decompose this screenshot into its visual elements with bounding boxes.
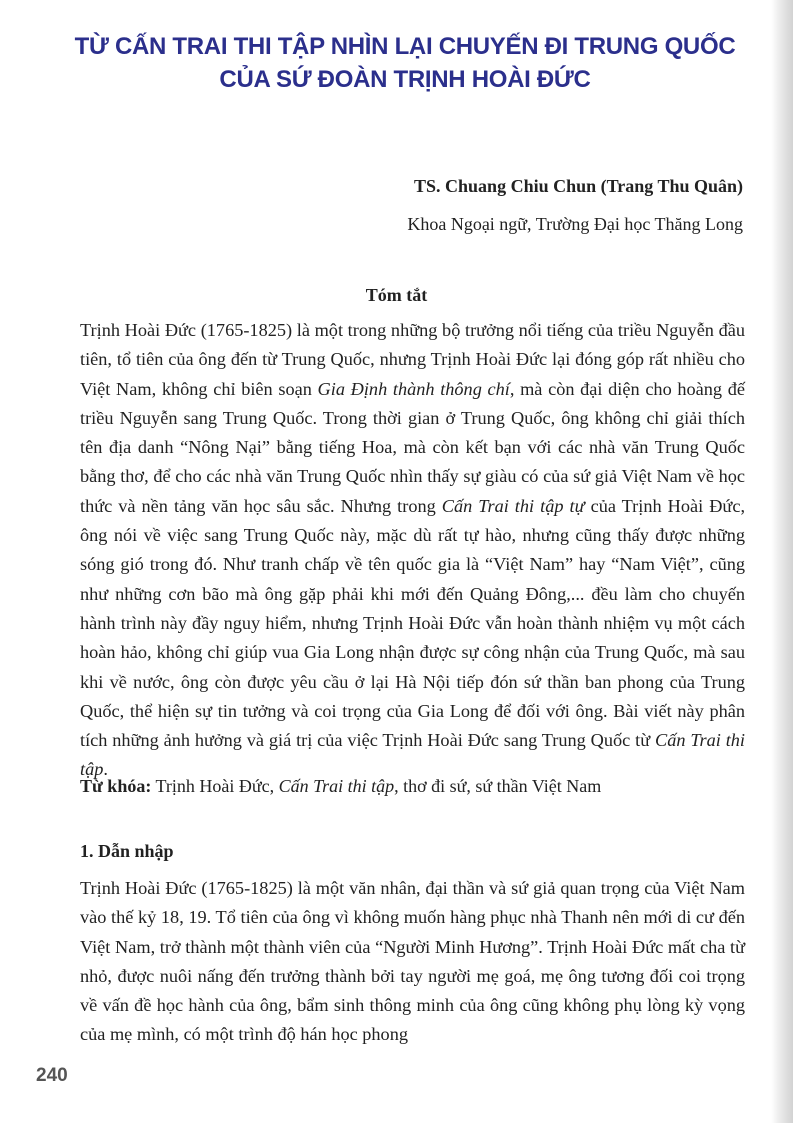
- abstract-italic-3: Cấn Trai thi tập: [80, 730, 745, 780]
- keywords-italic: Cấn Trai thi tập: [278, 776, 395, 796]
- keywords-line: [80, 776, 745, 797]
- scan-page-edge: [771, 0, 793, 1123]
- title-line-1: TỪ CẤN TRAI THI TẬP NHÌN LẠI CHUYẾN ĐI TRUNG QUỐC: [74, 33, 736, 60]
- paper-title: [40, 30, 770, 96]
- abstract-body: [80, 316, 745, 785]
- page-number: 240: [36, 1065, 68, 1086]
- title-line-2: CỦA SỨ ĐOÀN TRỊNH HOÀI ĐỨC: [219, 66, 591, 93]
- abstract-text-2: , mà còn đại diện cho hoàng đế triều Nguyễn sang Trung Quốc. Trong thời gian ở Trung Quốc, ông không chỉ giải thích tên địa danh “Nông Nại” bằng tiếng Hoa, mà còn kết bạn với các nhà văn Trung Quốc bằng thơ, để cho các nhà văn Trung Quốc nhìn thấy sự giàu có của sứ giả Việt Nam về học thức và nền tảng văn học sâu sắc. Nhưng trong: [80, 378, 745, 516]
- keywords-label: Từ khóa:: [80, 776, 152, 796]
- abstract-text-3: của Trịnh Hoài Đức, ông nói về việc sang Trung Quốc này, mặc dù rất tự hào, nhưng cũng thấy được những sóng gió trong đó. Như tranh chấp về tên quốc gia là “Việt Nam” hay “Nam Việt”, cũng như những cơn bão mà ông gặp phải khi mới đến Quảng Đông,... đều làm cho chuyến hành trình này đầy nguy hiểm, nhưng Trịnh Hoài Đức vẫn hoàn thành nhiệm vụ một cách hoàn hảo, không chỉ giúp vua Gia Long nhận được sự công nhận của Trung Quốc, mà sau khi về nước, ông còn được yêu cầu ở lại Hà Nội tiếp đón sứ thần ban phong của Trung Quốc, thể hiện sự tin tưởng và coi trọng của Gia Long để đối với ông. Bài viết này phân tích những ảnh hưởng và giá trị của việc Trịnh Hoài Đức sang Trung Quốc từ: [80, 495, 746, 751]
- abstract-heading: Tóm tắt: [365, 285, 428, 305]
- author-affiliation: Khoa Ngoại ngữ, Trường Đại học Thăng Long: [407, 214, 743, 234]
- section-heading: 1. Dẫn nhập: [80, 841, 174, 861]
- abstract-italic-1: Gia Định thành thông chí: [317, 378, 510, 399]
- abstract-text-1: Trịnh Hoài Đức (1765-1825) là một trong những bộ trưởng nổi tiếng của triều Nguyễn đầu tiên, tổ tiên của ông đến từ Trung Quốc, nhưng Trịnh Hoài Đức lại đóng góp rất nhiều cho Việt Nam, không chỉ biên soạn: [80, 320, 745, 399]
- abstract-italic-2: Cấn Trai thi tập tự: [441, 495, 585, 516]
- keywords-text-1: Trịnh Hoài Đức,: [151, 776, 279, 796]
- intro-body: [80, 874, 745, 1050]
- abstract-text-4: .: [103, 759, 108, 780]
- author-name: TS. Chuang Chiu Chun (Trang Thu Quân): [414, 176, 743, 196]
- intro-paragraph: Trịnh Hoài Đức (1765-1825) là một văn nhân, đại thần và sứ giả quan trọng của Việt Nam vào thế kỷ 18, 19. Tổ tiên của ông vì không muốn hàng phục nhà Thanh nên mới di cư đến Việt Nam, trở thành một thành viên của “Người Minh Hương”. Trịnh Hoài Đức mất cha từ nhỏ, được nuôi nấng đến trưởng thành bởi tay người mẹ goá, mẹ ông tương đối coi trọng về vấn đề học hành của ông, bẩm sinh thông minh của ông cũng không phụ lòng kỳ vọng của mẹ mình, có một trình độ hán học phong: [80, 878, 745, 1045]
- keywords-text-2: , thơ đi sứ, sứ thần Việt Nam: [394, 776, 602, 796]
